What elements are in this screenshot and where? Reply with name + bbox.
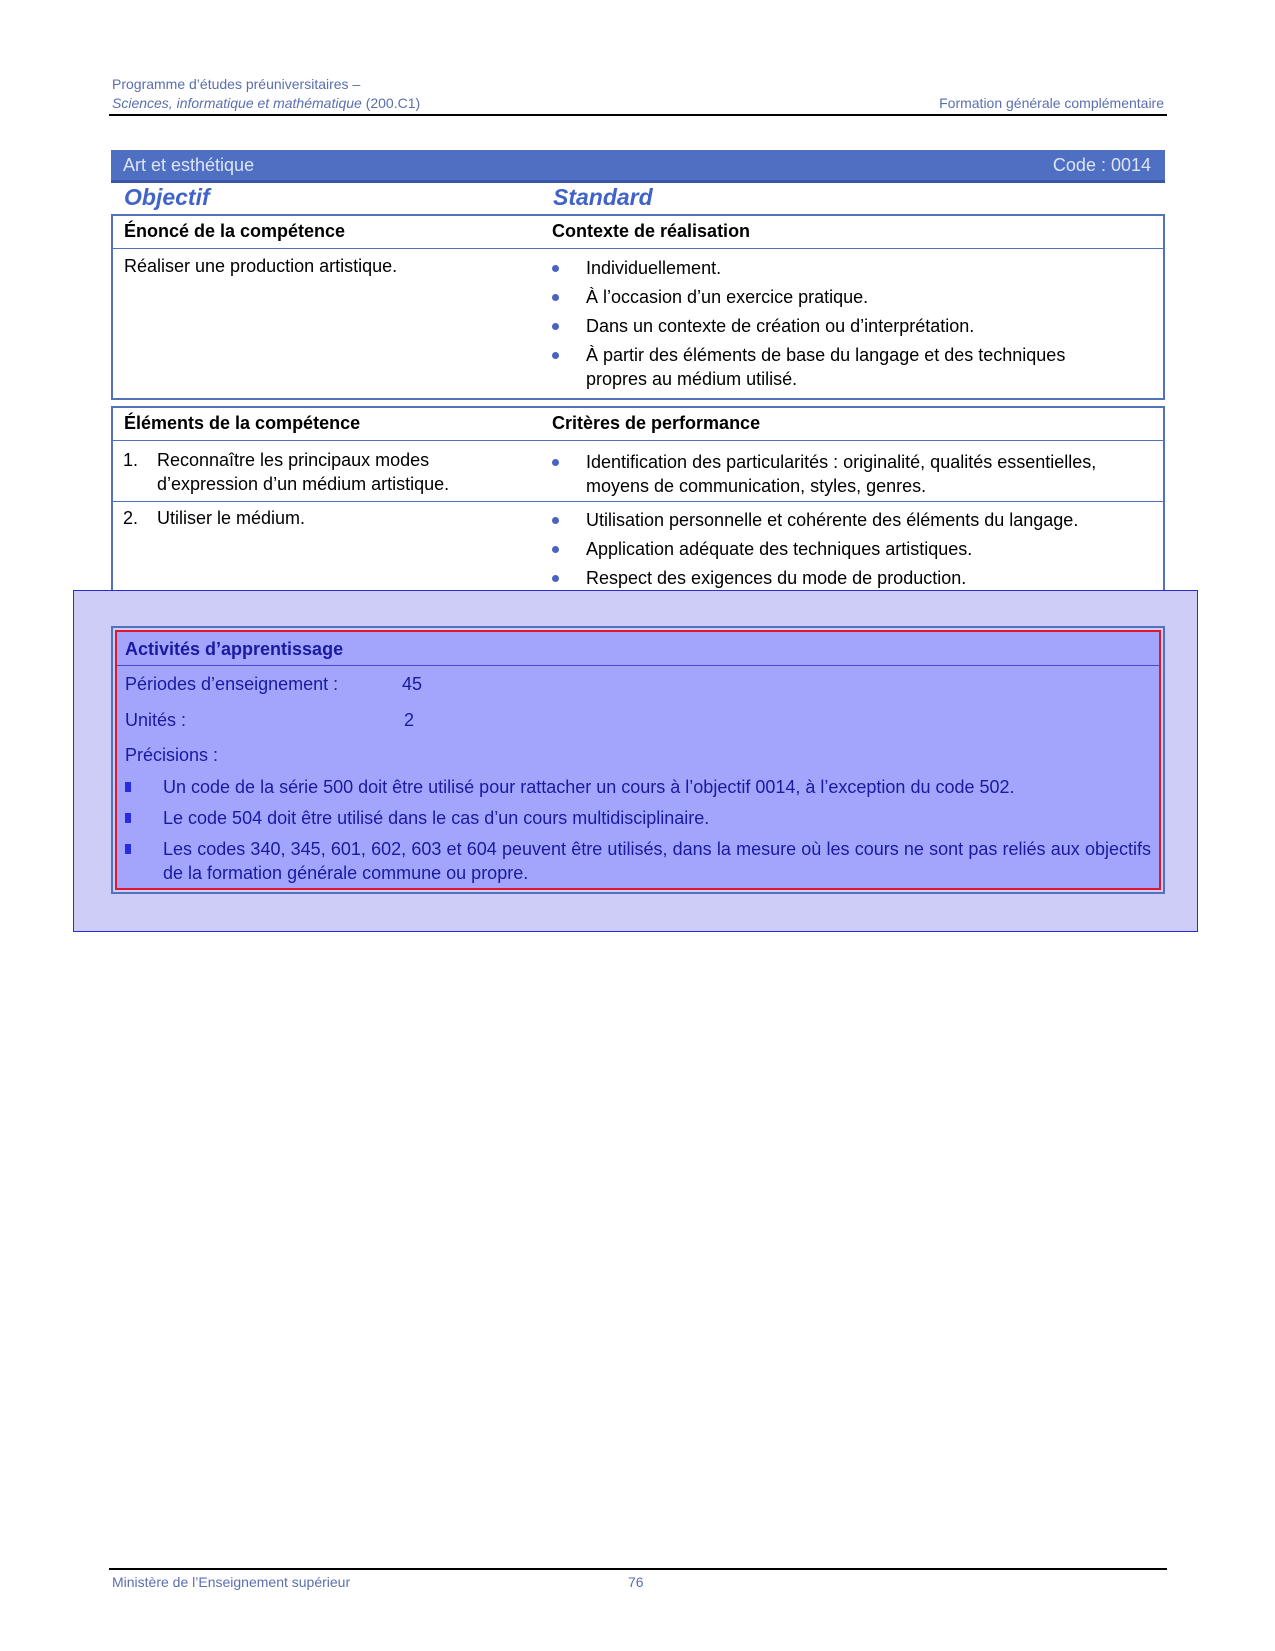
header-program-italic: Sciences, informatique et mathématique [112, 95, 362, 111]
objectif-heading: Objectif [124, 184, 210, 210]
list-item: Identification des particularités : originalité, qualités essentielles, moyens de communication, styles, genres. [550, 450, 1120, 498]
periodes-label: Périodes d’enseignement : [125, 674, 339, 694]
contexte-header: Contexte de réalisation [552, 221, 751, 241]
list-item: À partir des éléments de base du langage et des techniques propres au médium utilisé. [550, 343, 1130, 391]
course-title: Art et esthétique [123, 155, 255, 175]
header-program: Programme d’études préuniversitaires – [112, 76, 361, 92]
enonce-header: Énoncé de la compétence [124, 221, 346, 241]
list-item: Les codes 340, 345, 601, 602, 603 et 604 peuvent être utilisés, dans la mesure où les cours ne sont pas reliés aux objectifs de la formation générale commune ou propre. [125, 837, 1151, 885]
header-rule [109, 114, 1167, 116]
footer-ministry: Ministère de l’Enseignement supérieur [112, 1574, 351, 1590]
list-item: Dans un contexte de création ou d’interprétation. [550, 314, 1130, 338]
precisions-list [125, 775, 1151, 892]
header-program-name [112, 95, 420, 111]
row-divider [113, 501, 1163, 502]
element-number: 1. [123, 450, 139, 470]
activities-title: Activités d’apprentissage [125, 639, 344, 659]
list-item: Respect des exigences du mode de production. [550, 566, 1120, 590]
header-section: Formation générale complémentaire [939, 95, 1164, 111]
elements-header: Éléments de la compétence [124, 413, 361, 433]
list-item: Le code 504 doit être utilisé dans le cas d’un cours multidisciplinaire. [125, 806, 1151, 830]
list-item: Un code de la série 500 doit être utilisé pour rattacher un cours à l’objectif 0014, à l’exception du code 502. [125, 775, 1151, 799]
header-program-code: (200.C1) [361, 95, 421, 111]
list-item: À l’occasion d’un exercice pratique. [550, 285, 1130, 309]
contexte-list [550, 256, 1130, 391]
activities-box [115, 630, 1161, 890]
standard-heading: Standard [553, 184, 653, 210]
page-number: 76 [628, 1574, 644, 1590]
periodes-value: 45 [402, 674, 423, 694]
footer-rule [109, 1568, 1167, 1570]
criteres-list [550, 450, 1120, 498]
precisions-label: Précisions : [125, 745, 219, 765]
element-text: Utiliser le médium. [157, 508, 306, 528]
criteres-list [550, 508, 1120, 590]
title-bar [111, 150, 1165, 183]
enonce-text: Réaliser une production artistique. [124, 256, 398, 276]
course-code: Code : 0014 [1052, 155, 1151, 175]
unites-label: Unités : [125, 710, 187, 730]
list-item: Application adéquate des techniques artistiques. [550, 537, 1120, 561]
competence-table [111, 214, 1165, 400]
list-item: Individuellement. [550, 256, 1130, 280]
element-number: 2. [123, 508, 139, 528]
unites-value: 2 [404, 710, 415, 730]
list-item: Utilisation personnelle et cohérente des éléments du langage. [550, 508, 1120, 532]
element-text: Reconnaître les principaux modes d’expression d’un médium artistique. [157, 450, 450, 494]
criteres-header: Critères de performance [552, 413, 761, 433]
